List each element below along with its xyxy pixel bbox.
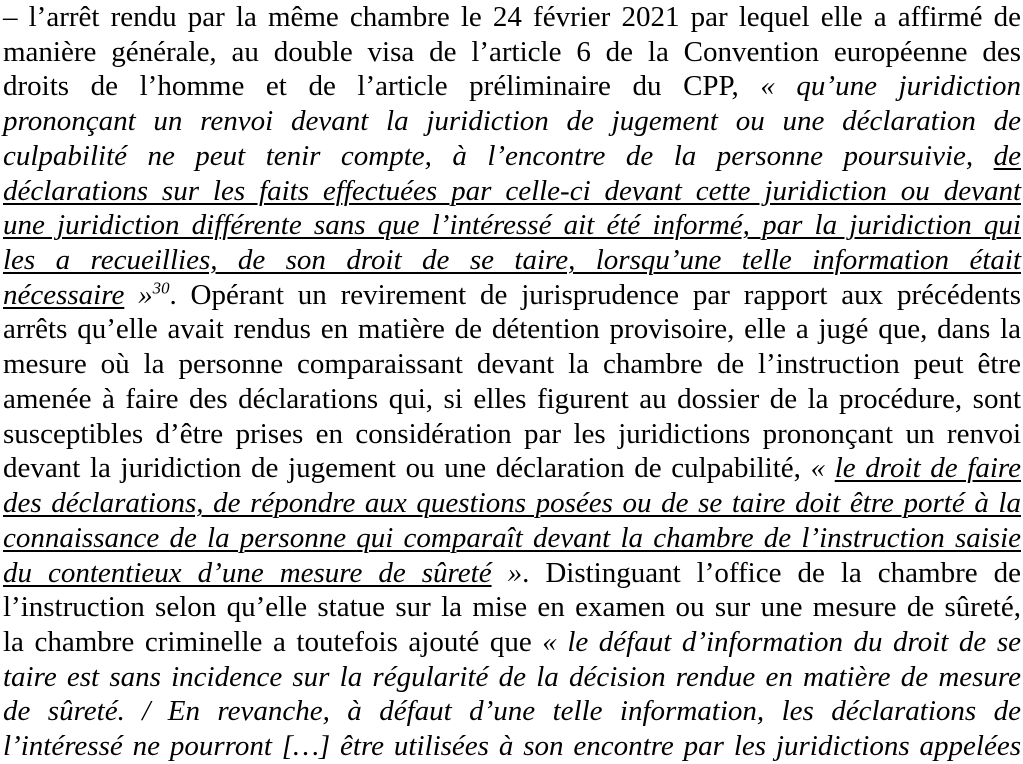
text-line <box>3 139 1021 174</box>
text-segment: de sûreté. / En revanche, à défaut d’une telle information, les déclarations de <box>3 695 1021 728</box>
text-line <box>3 590 1021 625</box>
text-segment: devant la juridiction de jugement ou une déclaration de culpabilité, <box>3 452 811 485</box>
text-line <box>3 382 1021 417</box>
text-line <box>3 69 1021 104</box>
text-line <box>3 660 1021 695</box>
text-segment: déclarations sur les faits effectuées par celle-ci devant cette juridiction ou devant <box>3 174 1021 207</box>
text-line <box>3 278 1021 313</box>
text-line <box>3 104 1021 139</box>
text-segment: – l’arrêt rendu par la même chambre le 24 février 2021 par lequel elle a affirmé de <box>3 1 1021 33</box>
text-segment: amenée à faire des déclarations qui, si elles figurent au dossier de la procédure, sont <box>3 382 1021 415</box>
text-segment: le droit de faire <box>834 452 1021 485</box>
text-line <box>3 451 1021 486</box>
text-segment: droits de l’homme et de l’article préliminaire du CPP, <box>3 70 761 103</box>
text-segment: prononçant un renvoi devant la juridiction de jugement ou une déclaration de <box>3 105 1021 138</box>
text-line <box>3 556 1021 591</box>
text-segment: susceptibles d’être prises en considération par les juridictions prononçant un renvoi <box>3 417 1021 450</box>
text-segment: les a recueillies, de son droit de se taire, lorsqu’une telle information était <box>3 244 1021 277</box>
text-segment: l’intéressé ne pourront […] être utilisées à son encontre par les juridictions appelées <box>3 730 1021 763</box>
text-segment: nécessaire <box>3 278 125 311</box>
text-line <box>3 174 1021 209</box>
text-line <box>3 729 1021 764</box>
text-segment: la chambre criminelle a toutefois ajouté que <box>3 625 543 658</box>
text-segment: une juridiction différente sans que l’intéressé ait été informé, par la juridiction qui <box>3 209 1021 242</box>
text-segment: de <box>993 139 1021 172</box>
text-segment: « le défaut d’information du droit de se <box>542 625 1021 658</box>
text-line <box>3 243 1021 278</box>
text-segment: taire est sans incidence sur la régularité de la décision rendue en matière de mesure <box>3 660 1021 693</box>
text-line <box>3 521 1021 556</box>
text-segment: » <box>491 556 523 589</box>
text-segment: « <box>810 452 835 485</box>
text-segment: » <box>124 278 153 311</box>
text-segment: . Distinguant l’office de la chambre de <box>522 556 1021 589</box>
text-line <box>3 0 1021 35</box>
text-segment: manière générale, au double visa de l’article 6 de la Convention européenne des <box>3 35 1021 68</box>
text-segment: « qu’une juridiction <box>760 70 1021 103</box>
text-segment: connaissance de la personne qui comparaît devant la chambre de l’instruction saisie <box>3 521 1021 554</box>
text-line <box>3 208 1021 243</box>
footnote-ref: 30 <box>152 278 170 298</box>
text-segment: arrêts qu’elle avait rendus en matière de détention provisoire, elle a jugé que, dans la <box>3 313 1021 346</box>
text-segment: mesure où la personne comparaissant devant la chambre de l’instruction peut être <box>3 348 1021 381</box>
text-line <box>3 35 1021 70</box>
text-segment: l’instruction selon qu’elle statue sur la mise en examen ou sur une mesure de sûreté, <box>3 591 1021 624</box>
text-line <box>3 347 1021 382</box>
text-line <box>3 417 1021 452</box>
text-segment: . Opérant un revirement de jurisprudence par rapport aux précédents <box>169 278 1021 311</box>
text-line <box>3 486 1021 521</box>
text-segment: culpabilité ne peut tenir compte, à l’encontre de la personne poursuivie, <box>3 139 994 172</box>
text-line <box>3 625 1021 660</box>
text-segment: du contentieux d’une mesure de sûreté <box>3 556 492 589</box>
text-segment: des déclarations, de répondre aux questions posées ou de se taire doit être porté à la <box>3 487 1021 520</box>
text-line <box>3 694 1021 729</box>
text-line <box>3 312 1021 347</box>
